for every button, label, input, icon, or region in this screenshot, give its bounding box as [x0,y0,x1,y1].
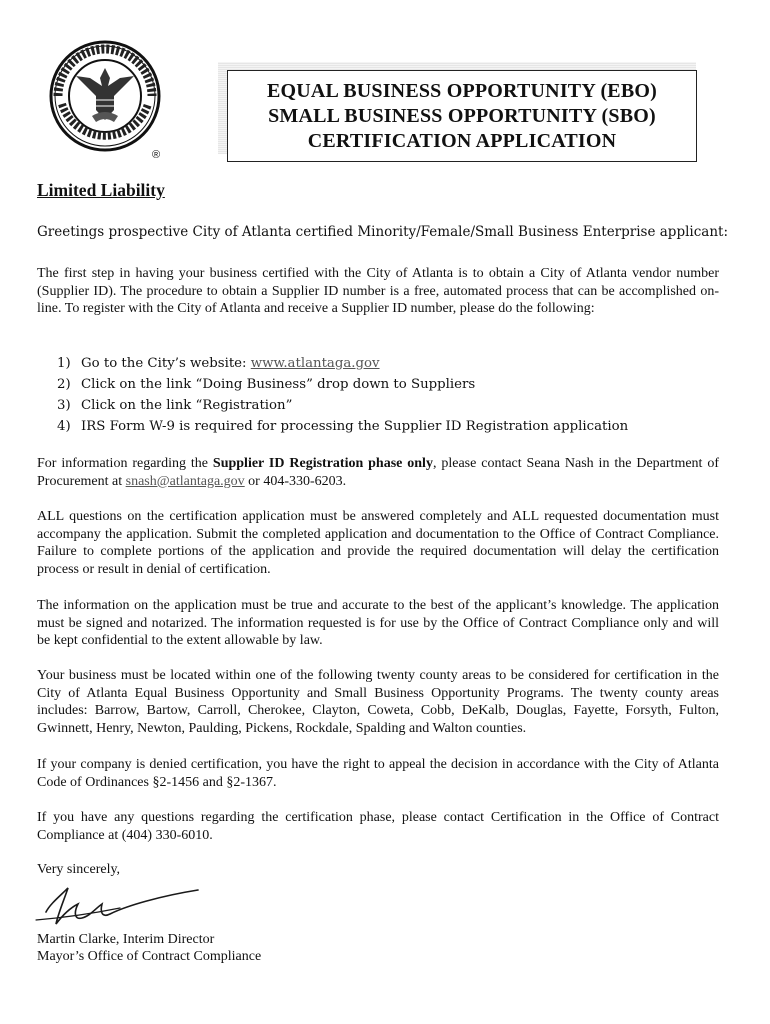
questions-paragraph: ALL questions on the certification application must be answered completely and ALL requested documentation must accompany the application. Submit the completed application and documentation to the Office of Contract Compliance. Failure to complete portions of the application and provide the required documentation will delay the certification process or result in denial of certification. [37,509,719,577]
greeting-text: Greetings prospective City of Atlanta certified Minority/Female/Small Business Enterprise applicant: [37,224,729,240]
city-of-atlanta-seal [48,38,166,162]
step-item: 3) Click on the link “Registration” [57,398,293,413]
closing-text: Very sincerely, [37,862,121,877]
step-item: 1) Go to the City’s website: www.atlantaga.gov [57,353,747,374]
title-line-ebo: EQUAL BUSINESS OPPORTUNITY (EBO) [266,79,658,102]
title-line-sbo: SMALL BUSINESS OPPORTUNITY (SBO) [268,104,656,127]
step-item: 2) Click on the link “Doing Business” drop down to Suppliers [57,377,476,392]
section-heading: Limited Liability [37,180,165,200]
title-line-certification: CERTIFICATION APPLICATION [307,129,617,152]
handwritten-signature [30,874,210,934]
intro-paragraph: The first step in having your business certified with the City of Atlanta is to obtain a City of Atlanta vendor number (Supplier ID). The procedure to obtain a Supplier ID number is a free, automated process that can be accomplished on-line. To register with the City of Atlanta and receive a Supplier ID number, please do the following: [37,266,719,316]
city-website-link[interactable]: www.atlantaga.gov [250,356,380,371]
signer-office: Mayor’s Office of Contract Compliance [37,949,262,964]
step-item: 4) IRS Form W-9 is required for processing the Supplier ID Registration application [57,419,629,434]
registration-steps [57,353,747,437]
signer-name: Martin Clarke, Interim Director [37,932,215,947]
certification-contact-paragraph: If you have any questions regarding the certification phase, please contact Certification in the Office of Contract Compliance at (404) 330-6010. [37,810,719,843]
title-box [227,70,697,162]
email-link[interactable]: snash@atlantaga.gov [125,473,245,489]
location-paragraph: Your business must be located within one of the following twenty county areas to be considered for certification in the City of Atlanta Equal Business Opportunity and Small Business Opportunity Programs. The twenty county areas includes: Barrow, Bartow, Carroll, Cherokee, Clayton, Coweta, Cobb, DeKalb, Douglas, Fayette, Forsyth, Fulton, Gwinnett, Henry, Newton, Paulding, Pickens, Rockdale, Spalding and Walton counties. [37,668,719,736]
registered-mark: ® [152,149,161,161]
accuracy-paragraph: The information on the application must be true and accurate to the best of the applicant’s knowledge. The application must be signed and notarized. The information requested is for use by the Office of Contract Compliance only and will be kept confidential to the extent allowable by law. [37,598,719,648]
contact-paragraph: For information regarding the Supplier ID Registration phase only, please contact Seana Nash in the Department of Procurement at snash@atlantaga.gov or 404-330-6203. [37,456,719,489]
appeal-paragraph: If your company is denied certification, you have the right to appeal the decision in accordance with the City of Atlanta Code of Ordinances §2-1456 and §2-1367. [37,757,719,790]
